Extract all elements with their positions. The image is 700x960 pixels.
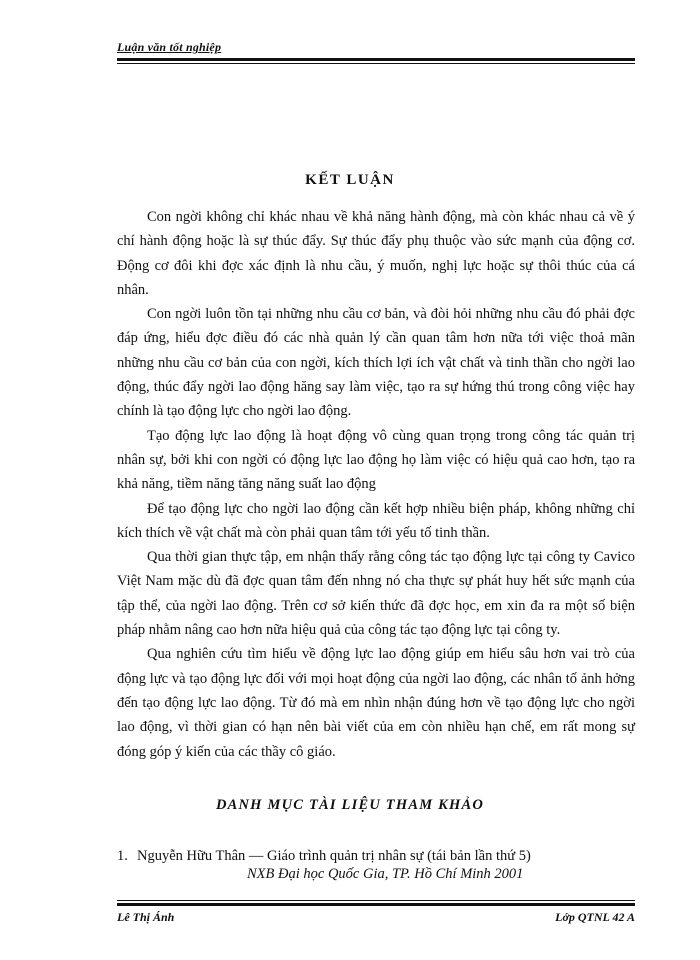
header-title: Luận văn tốt nghiệp bbox=[117, 40, 222, 54]
reference-text: Nguyễn Hữu Thân — Giáo trình quản trị nhân sự (tái bản lần thứ 5) bbox=[137, 848, 531, 864]
header-rule-thin bbox=[117, 63, 635, 64]
conclusion-title: KẾT LUẬN bbox=[305, 172, 395, 188]
page-header bbox=[117, 40, 635, 64]
conclusion-paragraph: Qua nghiên cứu tìm hiểu về động lực lao động giúp em hiểu sâu hơn vai trò của động lực và tạo động lực đối với mọi hoạt động của ngời lao động, các nhân tố ảnh hởng đến tạo động lực lao động. Từ đó mà em nhìn nhận đúng hơn về tạo động lực cho ngời lao động, vì thời gian có hạn nên bài viết của em còn nhiều hạn chế, em rất mong sự đóng góp ý kiến của các thầy cô giáo. bbox=[117, 646, 635, 760]
conclusion-body bbox=[117, 205, 635, 764]
conclusion-paragraph: Tạo động lực lao động là hoạt động vô cùng quan trọng trong công tác quản trị nhân sự, bởi khi con ngời có động lực lao động họ làm việc có hiệu quả cao hơn, tạo ra khả năng, tiềm năng tăng năng suất lao động bbox=[117, 427, 635, 493]
reference-item bbox=[117, 844, 635, 868]
conclusion-paragraph: Con ngời không chỉ khác nhau về khả năng hành động, mà còn khác nhau cả về ý chí hành động hoặc là sự thúc đẩy. Sự thúc đẩy phụ thuộc vào sức mạnh của động cơ. Động cơ đôi khi đợc xác định là nhu cầu, ý muốn, nghị lực hoặc sự thôi thúc của cá nhân. bbox=[117, 209, 635, 298]
footer-class: Lớp QTNL 42 A bbox=[555, 910, 635, 924]
footer-rule-thin bbox=[117, 900, 635, 901]
footer-author: Lê Thị Ánh bbox=[117, 910, 175, 924]
footer-rule-thick bbox=[117, 903, 635, 906]
conclusion-paragraph: Con ngời luôn tồn tại những nhu cầu cơ bản, và đòi hỏi những nhu cầu đó phải đợc đáp ứng, hiểu đợc điều đó các nhà quản lý cần quan tâm hơn nữa tới việc thoả mãn những nhu cầu cơ bản của con ngời, kích thích lợi ích vật chất và tinh thần cho ngời lao động, thúc đẩy ngời lao động hăng say làm việc, tạo ra sự hứng thú trong công việc hay chính là tạo động lực cho ngời lao động. bbox=[117, 306, 635, 420]
reference-publisher: NXB Đại học Quốc Gia, TP. Hồ Chí Minh 2001 bbox=[247, 866, 524, 882]
conclusion-paragraph: Để tạo động lực cho ngời lao động cần kết hợp nhiều biện pháp, không những chỉ kích thích về vật chất mà còn phải quan tâm tới yếu tố tinh thần. bbox=[117, 500, 635, 541]
footer-row bbox=[117, 910, 635, 925]
header-rule-thick bbox=[117, 58, 635, 61]
page-footer bbox=[117, 900, 635, 925]
reference-number: 1. bbox=[117, 848, 128, 864]
conclusion-paragraph: Qua thời gian thực tập, em nhận thấy rằng công tác tạo động lực tại công ty Cavico Việt Nam mặc dù đã đợc quan tâm đến nhng nó cha thực sự phát huy hết sức mạnh của tập thể, của ngời lao động. Trên cơ sở kiến thức đã đợc học, em xin đa ra một số biện pháp nhằm nâng cao hơn nữa hiệu quả của công tác tạo động lực tại công ty. bbox=[117, 549, 635, 639]
references-title: DANH MỤC TÀI LIỆU THAM KHẢO bbox=[215, 797, 485, 813]
